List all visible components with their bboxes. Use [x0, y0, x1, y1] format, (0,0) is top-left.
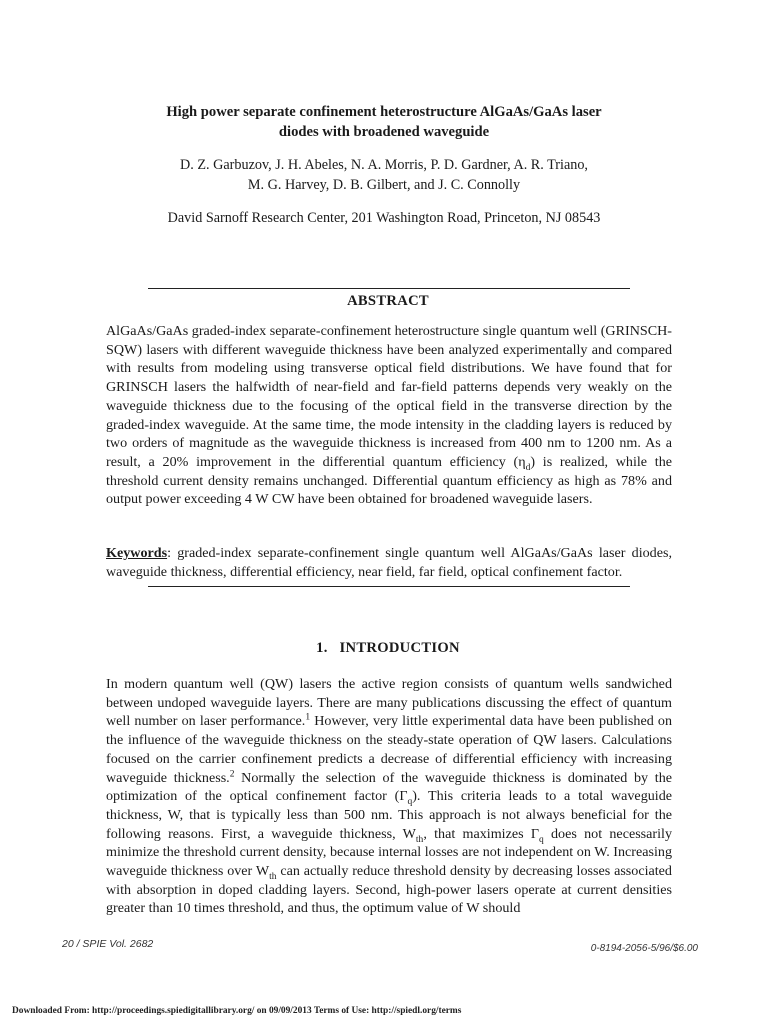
abstract-body: [106, 322, 672, 509]
abstract-text-a: AlGaAs/GaAs graded-index separate-confinement heterostructure single quantum well (GRINSCH-SQW) lasers with different waveguide thickness have been analyzed experimentally and compared with results from modeling using transverse optical field distributions. We have found that for GRINSCH lasers the halfwidth of near-field and far-field patterns depends very weakly on the waveguide thickness due to the focusing of the optical field in the transverse direction by the graded-index waveguide. At the same time, the mode intensity in the cladding layers is reduced by two orders of magnitude as the waveguide thickness is increased from 400 nm to 1200 nm. As a result, a 20% improvement in the differential quantum efficiency (η: [106, 323, 672, 470]
page-info: 20 / SPIE Vol. 2682: [62, 938, 154, 950]
gamma-subscript-1: q: [407, 797, 413, 808]
eta-subscript: d: [525, 462, 531, 473]
affiliation: David Sarnoff Research Center, 201 Washington Road, Princeton, NJ 08543: [167, 210, 601, 226]
intro-text-6: does not necessarily minimize the threshold current density, because internal losses are not independent on W. Increasing waveguide thickness over W: [106, 825, 672, 880]
reference-2: 2: [229, 768, 235, 779]
intro-text-3: Normally the selection of the waveguide thickness is dominated by the optimization of the optical confinement factor (Γ: [106, 769, 672, 805]
keywords-label: Keywords: [106, 545, 168, 561]
introduction-body: [106, 675, 672, 918]
abstract-top-rule: [148, 288, 630, 289]
download-note: Downloaded From: http://proceedings.spiedigitallibrary.org/ on 09/09/2013 Terms of Use: http://spiedl.org/terms: [12, 1006, 462, 1016]
intro-text-7: can actually reduce threshold density by decreasing losses associated with absorption in doped cladding layers. Second, high-power lasers operate at current densities greater than 10 times threshold, and thus, the optimum value of W should: [106, 863, 672, 917]
abstract-text-b: ) is realized, while the threshold current density remains unchanged. Differential quantum efficiency as high as 78% and output power exceeding 4 W CW have been obtained for broadened waveguide lasers.: [106, 453, 673, 508]
intro-text-4: ). This criteria leads to a total waveguide thickness, W, that is typically less than 500 nm. This approach is not always beneficial for the following reasons. First, a waveguide thickness, W: [106, 788, 673, 842]
reference-1: 1: [305, 712, 311, 723]
title-line-1: High power separate confinement heterostructure AlGaAs/GaAs laser: [166, 104, 602, 120]
intro-text-1: In modern quantum well (QW) lasers the active region consists of quantum wells sandwiched between undoped waveguide layers. There are many publications discussing the effect of quantum well number on laser performance.: [106, 676, 672, 730]
gamma-subscript-2: q: [538, 834, 544, 845]
isbn-code: 0-8194-2056-5/96/$6.00: [590, 943, 698, 954]
keywords-bottom-rule: [148, 586, 630, 587]
keywords-text: : graded-index separate-confinement single quantum well AlGaAs/GaAs laser diodes, waveguide thickness, differential efficiency, near field, far field, optical confinement factor.: [106, 545, 672, 580]
author-list: [110, 155, 658, 195]
keywords-paragraph: [106, 544, 672, 581]
intro-text-5: , that maximizes Γ: [423, 825, 539, 842]
w-subscript-1: th: [415, 834, 424, 845]
title-line-2: diodes with broadened waveguide: [278, 124, 490, 140]
authors-line-1: D. Z. Garbuzov, J. H. Abeles, N. A. Morris, P. D. Gardner, A. R. Triano,: [180, 157, 588, 173]
intro-text-2: However, very little experimental data have been published on the influence of the waveguide thickness on the steady-state operation of QW lasers. Calculations focused on the carrier confinement predicts a decrease of differential efficiency with increasing waveguide thickness.: [106, 713, 672, 786]
paper-title: [110, 102, 658, 142]
introduction-heading: 1. INTRODUCTION: [316, 640, 460, 656]
w-subscript-2: th: [269, 871, 277, 882]
authors-line-2: M. G. Harvey, D. B. Gilbert, and J. C. Connolly: [247, 177, 521, 193]
abstract-heading: ABSTRACT: [347, 293, 429, 309]
